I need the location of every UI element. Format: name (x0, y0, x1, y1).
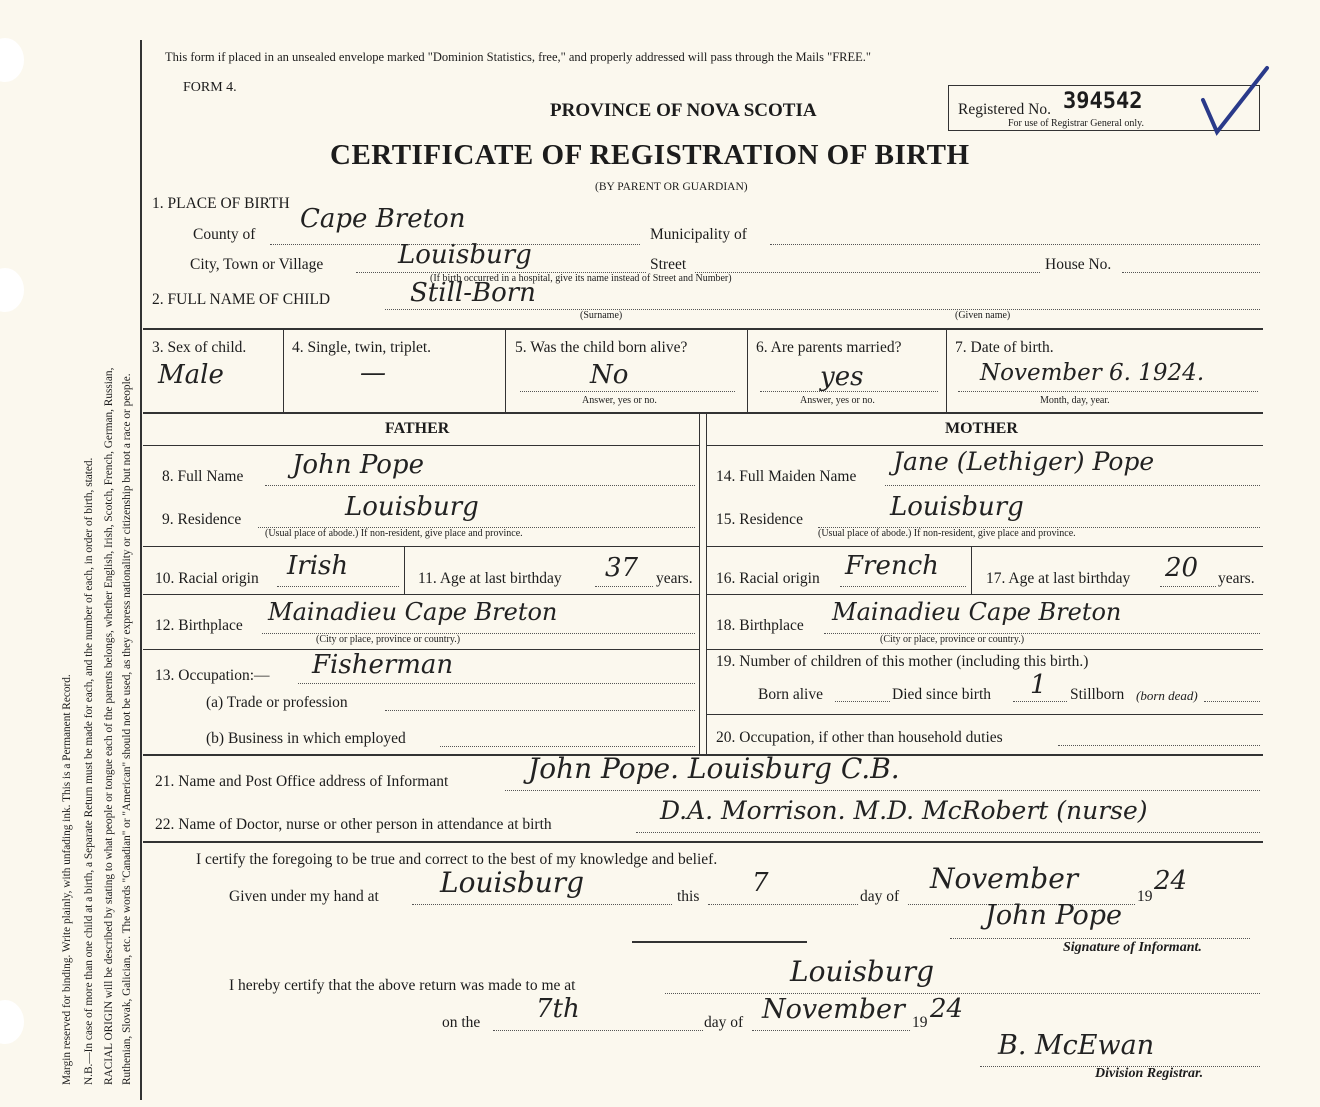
born-alive-value: No (590, 360, 629, 390)
mail-notice: This form if placed in an unsealed envelope marked "Dominion Statistics, free," and properly addressed will pass through the Mails "FREE." (165, 50, 872, 64)
stillborn-line (1204, 701, 1260, 702)
signature-divider (632, 941, 807, 943)
father-row-rule-1 (143, 546, 699, 547)
registrar-signature: B. McEwan (998, 1030, 1155, 1061)
given-place-line (412, 904, 672, 905)
margin-nb-line3: Ruthenian, Slovak, Galician, etc. The words "Canadian" or "American" should not be used, as they express nationality or citizenship but not a race or people. (121, 373, 133, 1085)
mother-name-value: Jane (Lethiger) Pope (893, 447, 1155, 476)
place-of-birth-label: 1. PLACE OF BIRTH (152, 195, 290, 212)
business-label: (b) Business in which employed (206, 730, 406, 747)
registered-number: 394542 (1063, 89, 1143, 114)
parents-top-rule (143, 412, 1263, 414)
registrar-year-value: 24 (930, 994, 964, 1024)
parents-married-value: yes (820, 362, 864, 392)
informant-label: 21. Name and Post Office address of Informant (155, 773, 449, 790)
municipality-line (770, 244, 1260, 245)
county-value: Cape Breton (300, 204, 466, 234)
col-divider-3-4 (283, 328, 284, 412)
surname-caption: (Surname) (580, 310, 623, 321)
doctor-value: D.A. Morrison. M.D. McRobert (nurse) (660, 796, 1148, 825)
died-since-birth-value: 1 (1030, 670, 1047, 700)
registrar-note: For use of Registrar General only. (1008, 118, 1144, 129)
born-alive-count-line (835, 701, 890, 702)
doctor-label: 22. Name of Doctor, nurse or other person in attendance at birth (155, 816, 552, 833)
punch-hole-middle (0, 268, 24, 312)
father-age-unit: years. (656, 570, 693, 587)
father-name-value: John Pope (292, 450, 424, 480)
col-divider-4-5 (505, 328, 506, 412)
street-note: (If birth occurred in a hospital, give its name instead of Street and Number) (430, 273, 732, 284)
mother-birthplace-caption: (City or place, province or country.) (880, 634, 1025, 645)
informant-line (505, 790, 1260, 791)
this-label: this (677, 888, 700, 905)
registrar-day-of-label: day of (704, 1014, 744, 1031)
date-of-birth-line (958, 391, 1258, 392)
father-birthplace-value: Mainadieu Cape Breton (268, 598, 558, 626)
mother-racial-divider (971, 546, 972, 594)
col-divider-5-6 (747, 328, 748, 412)
municipality-label: Municipality of (650, 226, 747, 243)
registrar-day-line (493, 1030, 703, 1031)
registrar-year-prefix: 19 (912, 1014, 928, 1031)
father-racial-line (277, 586, 399, 587)
informant-signature: John Pope (985, 900, 1123, 931)
county-label: County of (193, 226, 256, 243)
father-occupation-value: Fisherman (312, 650, 454, 680)
mother-birthplace-label: 18. Birthplace (716, 617, 804, 634)
informant-signature-caption: Signature of Informant. (1063, 940, 1202, 955)
father-occupation-label: 13. Occupation:— (155, 667, 270, 684)
margin-rule (140, 40, 142, 1100)
month-value: November (930, 862, 1079, 895)
born-alive-count-label: Born alive (758, 686, 823, 703)
father-name-line (265, 485, 695, 486)
province-title: PROVINCE OF NOVA SCOTIA (550, 100, 817, 121)
trade-line (385, 710, 695, 711)
row-top-rule (143, 328, 1263, 330)
registered-label: Registered No. (958, 101, 1051, 118)
child-name-line (385, 309, 1260, 310)
mother-residence-value: Louisburg (890, 492, 1024, 522)
registrar-month-value: November (762, 994, 905, 1025)
year-value: 24 (1154, 866, 1188, 896)
informant-signature-line (950, 938, 1250, 939)
registrar-caption: Division Registrar. (1095, 1066, 1204, 1081)
city-value: Louisburg (398, 240, 532, 270)
mother-row-rule-3 (706, 649, 1263, 650)
mother-residence-caption: (Usual place of abode.) If non-resident, give place and province. (818, 528, 1076, 539)
father-mother-divider-a (699, 412, 700, 754)
registrar-month-line (752, 1030, 910, 1031)
father-residence-label: 9. Residence (162, 511, 242, 528)
date-of-birth-label: 7. Date of birth. (955, 339, 1054, 356)
year-prefix: 19 (1137, 888, 1153, 905)
mother-age-unit: years. (1218, 570, 1255, 587)
mother-occupation-label: 20. Occupation, if other than household duties (716, 729, 1003, 746)
informant-value: John Pope. Louisburg C.B. (528, 752, 900, 785)
father-racial-value: Irish (287, 551, 349, 581)
street-line (695, 272, 1040, 273)
sex-label: 3. Sex of child. (152, 339, 247, 356)
father-age-value: 37 (605, 553, 639, 583)
mother-row-rule-1 (706, 546, 1263, 547)
business-line (440, 746, 695, 747)
mother-row-rule-2 (706, 594, 1263, 595)
sex-value: Male (158, 360, 224, 390)
father-mother-divider-b (706, 412, 707, 754)
parents-married-label: 6. Are parents married? (756, 339, 902, 356)
date-of-birth-value: November 6. 1924. (980, 360, 1205, 386)
margin-nb-line1: N.B.—In case of more than one child at a birth, a Separate Return must be made for each, and the number of each, in order of birth, stated. (83, 457, 95, 1085)
mother-name-line (885, 485, 1260, 486)
given-under-hand-label: Given under my hand at (229, 888, 379, 905)
plurality-value: — (360, 358, 386, 388)
certificate-title: CERTIFICATE OF REGISTRATION OF BIRTH (330, 139, 970, 171)
father-age-line (595, 586, 653, 587)
father-birthplace-label: 12. Birthplace (155, 617, 243, 634)
given-name-caption: (Given name) (955, 310, 1011, 321)
registrar-place-value: Louisburg (790, 955, 935, 988)
father-residence-caption: (Usual place of abode.) If non-resident, give place and province. (265, 528, 523, 539)
margin-binding-note: Margin reserved for binding. Write plainly, with unfading ink. This is a Permanent Record. (61, 674, 73, 1085)
father-occupation-line (298, 683, 695, 684)
born-alive-label: 5. Was the child born alive? (515, 339, 688, 356)
city-town-village-label: City, Town or Village (190, 256, 324, 273)
plurality-label: 4. Single, twin, triplet. (292, 339, 432, 356)
check-mark-icon (1195, 60, 1275, 140)
registrar-day-value: 7th (536, 994, 580, 1024)
stillborn-note: (born dead) (1136, 688, 1198, 703)
street-label: Street (650, 256, 687, 273)
trade-label: (a) Trade or profession (206, 694, 348, 711)
parents-married-caption: Answer, yes or no. (800, 395, 875, 406)
father-racial-divider (404, 546, 405, 594)
mother-age-line (1160, 586, 1216, 587)
born-alive-line (520, 391, 735, 392)
house-line (1122, 272, 1260, 273)
mother-residence-label: 15. Residence (716, 511, 803, 528)
mother-row-rule-4 (706, 714, 1263, 715)
mother-racial-line (840, 586, 966, 587)
father-heading: FATHER (385, 420, 450, 437)
mother-age-label: 17. Age at last birthday (986, 570, 1131, 587)
father-racial-label: 10. Racial origin (155, 570, 259, 587)
col-divider-6-7 (946, 328, 947, 412)
child-name-value: Still-Born (410, 278, 536, 308)
father-name-label: 8. Full Name (162, 468, 244, 485)
day-value: 7 (752, 868, 769, 898)
father-row-rule-2 (143, 594, 699, 595)
form-number: FORM 4. (183, 80, 237, 95)
certificate-subtitle: (BY PARENT OR GUARDIAN) (595, 181, 748, 193)
heading-rule-father (143, 445, 699, 446)
died-since-birth-label: Died since birth (892, 686, 992, 703)
father-age-label: 11. Age at last birthday (418, 570, 562, 587)
parents-married-line (760, 391, 938, 392)
mother-racial-label: 16. Racial origin (716, 570, 820, 587)
day-line (708, 904, 858, 905)
doctor-line (636, 832, 1260, 833)
mother-racial-value: French (845, 551, 939, 581)
heading-rule-mother (706, 445, 1263, 446)
given-place-value: Louisburg (440, 866, 585, 899)
mother-occupation-line (1058, 745, 1260, 746)
margin-nb-line2: RACIAL ORIGIN will be described by stating to what people or tongue each of the parents belongs, whether English, Irish, Scotch, French, German, Russian, (103, 367, 115, 1085)
mother-heading: MOTHER (945, 420, 1018, 437)
mother-birthplace-value: Mainadieu Cape Breton (832, 598, 1122, 626)
born-alive-caption: Answer, yes or no. (582, 395, 657, 406)
mother-age-value: 20 (1165, 553, 1199, 583)
certification-top-rule (143, 841, 1263, 843)
child-name-label: 2. FULL NAME OF CHILD (152, 291, 331, 308)
punch-hole-top (0, 38, 24, 82)
punch-hole-bottom (0, 1000, 24, 1044)
date-of-birth-caption: Month, day, year. (1040, 395, 1110, 406)
children-count-label: 19. Number of children of this mother (including this birth.) (716, 653, 1089, 670)
house-number-label: House No. (1045, 256, 1112, 273)
registrar-statement: I hereby certify that the above return was made to me at (229, 977, 576, 994)
stillborn-label: Stillborn (1070, 686, 1125, 703)
died-since-birth-line (1013, 701, 1067, 702)
father-residence-value: Louisburg (345, 492, 479, 522)
day-of-label: day of (860, 888, 900, 905)
mother-name-label: 14. Full Maiden Name (716, 468, 857, 485)
certify-statement: I certify the foregoing to be true and correct to the best of my knowledge and belief. (196, 851, 718, 868)
father-birthplace-caption: (City or place, province or country.) (316, 634, 461, 645)
on-the-label: on the (442, 1014, 481, 1031)
